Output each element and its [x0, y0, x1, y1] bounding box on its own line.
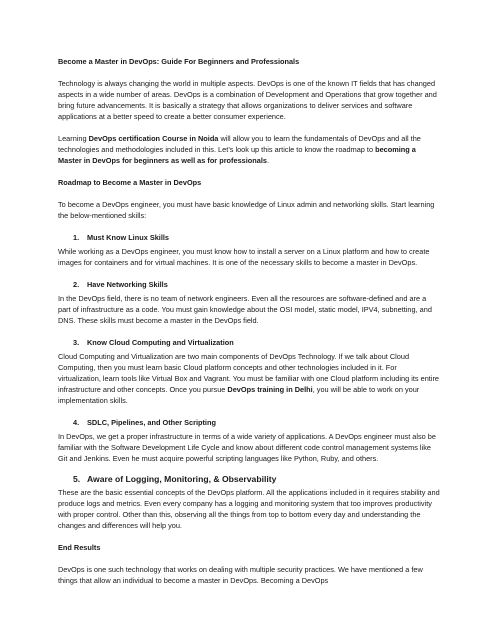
- item-number: 5.: [73, 474, 81, 484]
- item-body: While working as a DevOps engineer, you must know how to install a server on a Linux platform and how to create images for containers and for virtual machines. It is one of the necessary skills to become a master in DevOps.: [58, 247, 430, 267]
- item-number: 4.: [73, 418, 80, 427]
- training-link-text: DevOps training in Delhi: [227, 385, 313, 394]
- course-text-3: .: [266, 156, 269, 165]
- list-item: [58, 337, 440, 406]
- master-emphasis: becoming a Master in DevOps for beginners as well as for professionals: [58, 145, 416, 165]
- list-item: [58, 232, 440, 268]
- item-heading: [58, 232, 440, 243]
- item-body-text-2: , you will be able to work on your implementation skills.: [58, 385, 420, 405]
- course-text-1: Learning: [58, 134, 89, 143]
- end-results-heading: End Results: [58, 543, 101, 552]
- item-title: Aware of Logging, Monitoring, & Observability: [87, 474, 277, 484]
- course-text-2: will allow you to learn the fundamentals of DevOps and all the technologies and methodologies included in this. Let’s look up this article to know the roadmap to: [58, 134, 421, 154]
- item-body: [58, 351, 440, 406]
- item-number: 2.: [73, 280, 80, 289]
- course-link-text: DevOps certification Course in Noida: [88, 134, 219, 143]
- item-number: 1.: [73, 233, 80, 242]
- document-title: Become a Master in DevOps: Guide For Beginners and Professionals: [58, 57, 300, 66]
- item-heading: [58, 474, 440, 485]
- item-heading: [58, 279, 440, 290]
- list-item: [58, 279, 440, 326]
- document-page: [58, 56, 440, 586]
- roadmap-heading: Roadmap to Become a Master in DevOps: [58, 178, 202, 187]
- item-heading: [58, 337, 440, 348]
- list-item: [58, 474, 440, 531]
- item-heading: [58, 417, 440, 428]
- item-number: 3.: [73, 338, 80, 347]
- roadmap-intro: To become a DevOps engineer, you must have basic knowledge of Linux admin and networking skills. Start learning the below-mentioned skills:: [58, 200, 435, 220]
- item-body-text-1: Cloud Computing and Virtualization are two main components of DevOps Technology. If we talk about Cloud Computing, then you must learn basic Cloud platform concepts and other technologies included in it. For virtualization, learn tools like Virtual Box and Vagrant. You must be familiar with one Cloud platform including its entire infrastructure and other concepts. Once you pursue: [58, 352, 439, 394]
- item-body: In the DevOps field, there is no team of network engineers. Even all the resources are software-defined and are a part of infrastructure as a code. You must gain knowledge about the OSI model, static model, IPV4, subnetting, and DNS. These skills must become a master in the DevOps field.: [58, 294, 432, 325]
- intro-paragraph: Technology is always changing the world in multiple aspects. DevOps is one of the known IT fields that has changed aspects in a wide number of areas. DevOps is a combination of Development and Operations that grow together and bring future advancements. It is basically a strategy that allows organizations to deliver services and software applications at a better speed to create a better consumer experience.: [58, 79, 437, 121]
- item-title: Must Know Linux Skills: [87, 233, 170, 242]
- item-body: In DevOps, we get a proper infrastructure in terms of a wide variety of applications. A DevOps engineer must also be familiar with the Software Development Life Cycle and know about different code control management systems like Git and Jenkins. Even he must acquire powerful scripting languages like Python, Ruby, and others.: [58, 432, 436, 463]
- item-title: Have Networking Skills: [87, 280, 168, 289]
- item-title: SDLC, Pipelines, and Other Scripting: [87, 418, 216, 427]
- item-body: These are the basic essential concepts of the DevOps platform. All the applications included in it requires stability and produce logs and metrics. Even every company has a logging and monitoring system that too improves productivity with proper control. Other than this, observing all the things from top to bottom every day and understanding the changes and differences will help you.: [58, 488, 440, 530]
- course-paragraph: [58, 133, 440, 166]
- item-title: Know Cloud Computing and Virtualization: [87, 338, 234, 347]
- list-item: [58, 417, 440, 464]
- end-results-body: DevOps is one such technology that works on dealing with multiple security practices. We have mentioned a few things that allow an individual to become a master in DevOps. Becoming a DevOps: [58, 565, 423, 585]
